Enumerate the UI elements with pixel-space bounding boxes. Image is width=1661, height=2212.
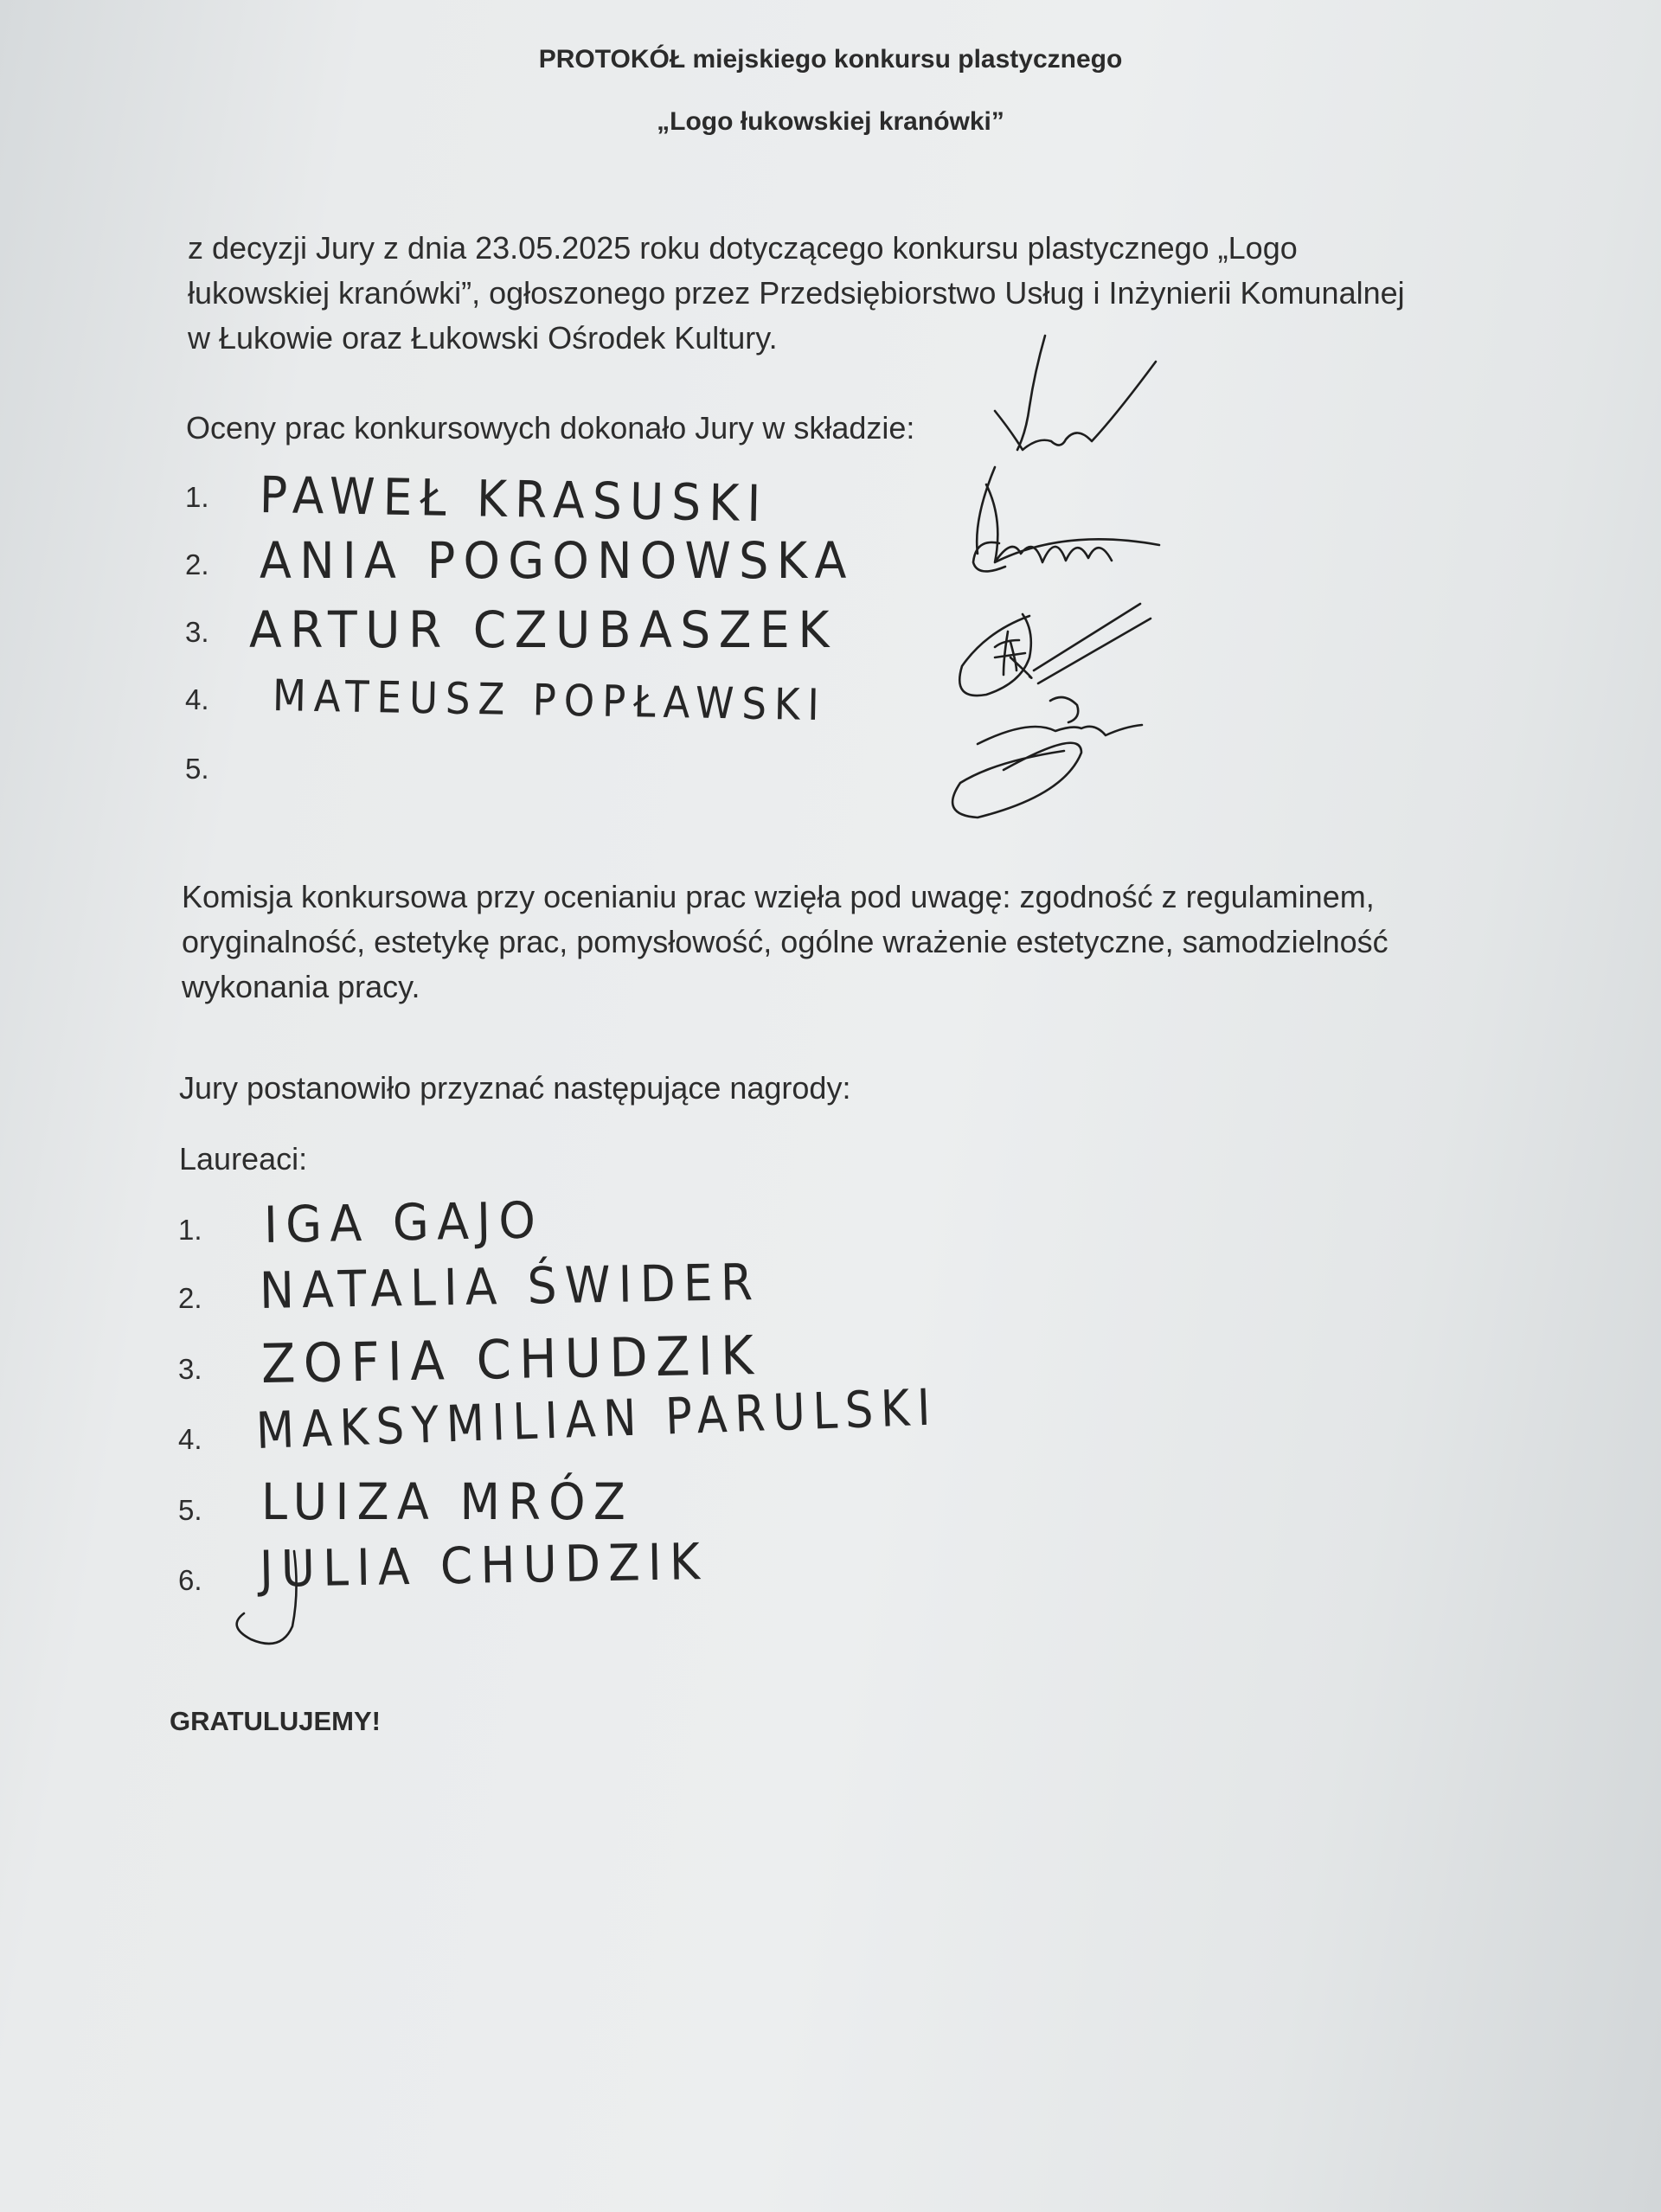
criteria-paragraph: [182, 875, 1388, 1010]
closing-text: GRATULUJEMY!: [170, 1706, 381, 1736]
intro-line: z decyzji Jury z dnia 23.05.2025 roku dotyczącego konkursu plastycznego „Logo: [188, 230, 1298, 266]
criteria-line: wykonania pracy.: [182, 969, 420, 1004]
laureate-number: 1.: [178, 1214, 202, 1246]
jury-number: 2.: [185, 548, 209, 580]
document-title: PROTOKÓŁ miejskiego konkursu plastycznego: [538, 45, 1123, 74]
laureate-name-handwritten: LUIZA MRÓZ: [261, 1472, 634, 1531]
laureate-name-handwritten: MAKSYMILIAN PARULSKI: [254, 1377, 940, 1460]
jury-name-handwritten: ARTUR CZUBASZEK: [249, 600, 837, 659]
jury-number: 1.: [185, 481, 209, 513]
laureate-number: 3.: [178, 1353, 202, 1385]
laureate-name-handwritten: IGA GAJO: [263, 1190, 544, 1254]
laureate-number: 5.: [178, 1494, 202, 1526]
laureate-name-handwritten: ZOFIA CHUDZIK: [260, 1323, 762, 1395]
laureate-name-handwritten: JULIA CHUDZIK: [259, 1531, 709, 1599]
laureate-number: 6.: [178, 1564, 202, 1596]
criteria-line: Komisja konkursowa przy ocenianiu prac wzięła pod uwagę: zgodność z regulaminem,: [182, 879, 1375, 914]
intro-line: łukowskiej kranówki”, ogłoszonego przez Przedsiębiorstwo Usług i Inżynierii Komunalnej: [188, 275, 1405, 311]
jury-number: 5.: [185, 753, 209, 785]
laureate-name-handwritten: NATALIA ŚWIDER: [259, 1252, 761, 1320]
document-subtitle: „Logo łukowskiej kranówki”: [657, 107, 1004, 136]
jury-number: 3.: [185, 616, 209, 648]
laureate-number: 4.: [178, 1423, 202, 1455]
jury-name-handwritten: PAWEŁ KRASUSKI: [259, 465, 770, 534]
jury-number: 4.: [185, 683, 209, 715]
criteria-line: oryginalność, estetykę prac, pomysłowość, ogólne wrażenie estetyczne, samodzielność: [182, 924, 1388, 959]
intro-line: w Łukowie oraz Łukowski Ośrodek Kultury.: [188, 320, 778, 356]
laureates-heading: Laureaci:: [179, 1141, 308, 1177]
jury-name-handwritten: ANIA POGONOWSKA: [260, 531, 855, 590]
jury-heading: Oceny prac konkursowych dokonało Jury w składzie:: [186, 410, 915, 446]
jury-name-handwritten: MATEUSZ POPŁAWSKI: [272, 670, 828, 731]
awards-heading: Jury postanowiło przyznać następujące nagrody:: [179, 1070, 851, 1106]
laureate-number: 2.: [178, 1282, 202, 1314]
